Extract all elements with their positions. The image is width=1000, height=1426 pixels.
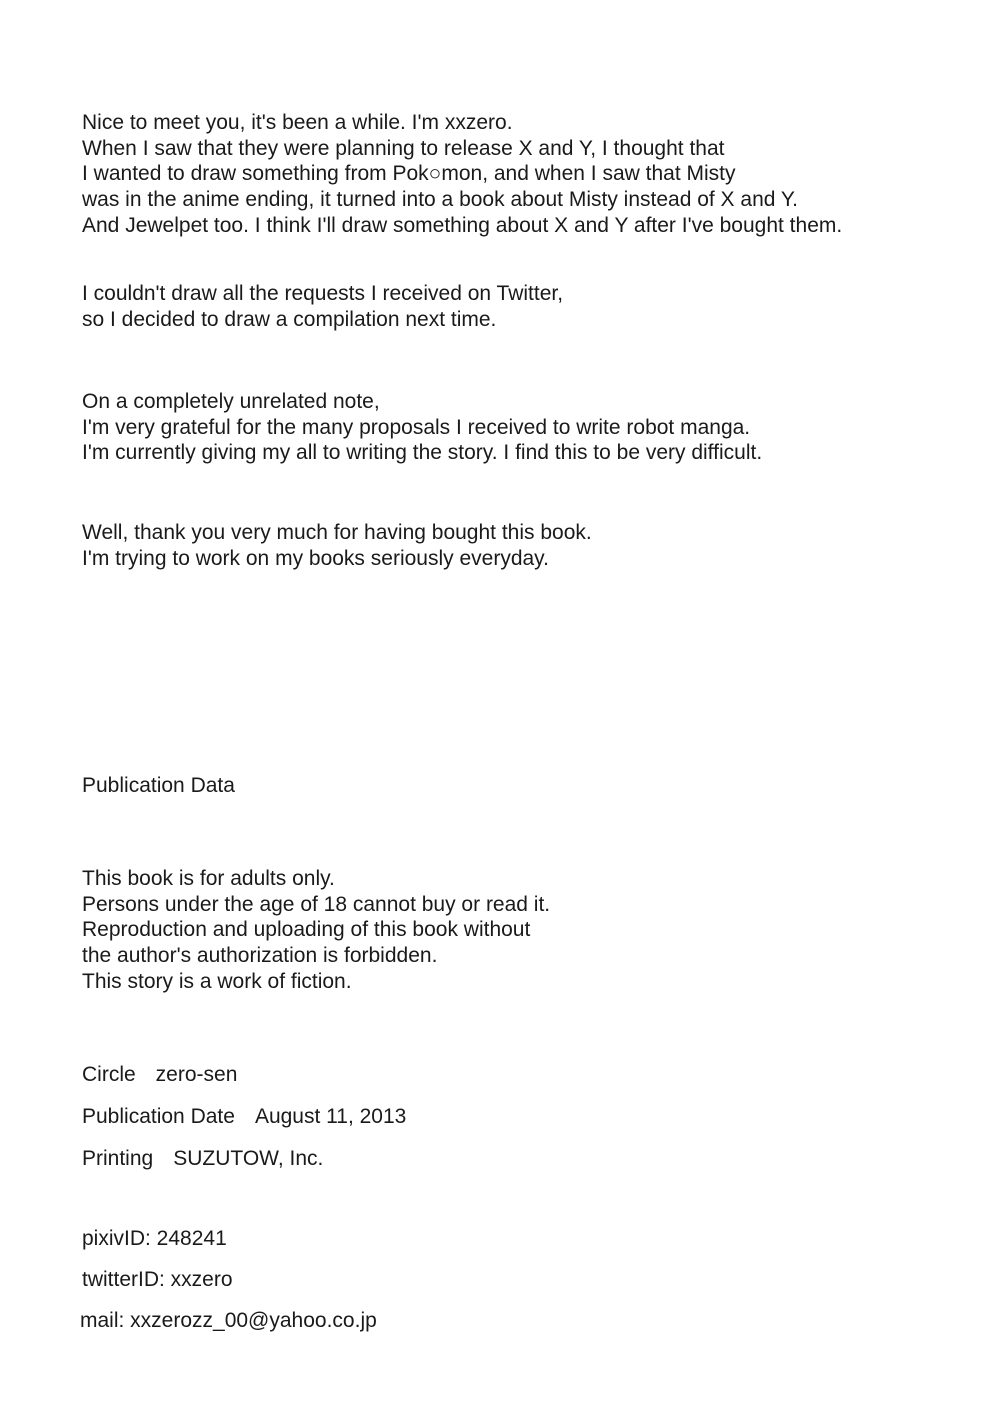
- publication-date-label: Publication Date: [82, 1105, 235, 1128]
- afterword-paragraph-2: [82, 281, 563, 332]
- pixiv-id: pixivID: 248241: [82, 1227, 227, 1250]
- afterword-paragraph-3: [82, 389, 762, 466]
- circle-row: [82, 1062, 237, 1088]
- printing-label: Printing: [82, 1147, 154, 1170]
- circle-label: Circle: [82, 1063, 136, 1086]
- text-line: was in the anime ending, it turned into a book about Misty instead of X and Y.: [82, 188, 799, 212]
- text-line: This book is for adults only.: [82, 867, 335, 890]
- text-line: When I saw that they were planning to release X and Y, I thought that: [82, 136, 725, 160]
- publication-notice: [82, 866, 550, 995]
- text-line: Reproduction and uploading of this book without: [82, 918, 531, 942]
- text-line: so I decided to draw a compilation next time.: [82, 307, 497, 331]
- circle-value: zero-sen: [155, 1063, 238, 1086]
- text-line: I'm trying to work on my books seriously everyday.: [82, 546, 549, 570]
- text-line: This story is a work of fiction.: [82, 969, 352, 993]
- text-line: I'm very grateful for the many proposals I received to write robot manga.: [82, 415, 751, 439]
- text-line: Persons under the age of 18 cannot buy or read it.: [82, 892, 551, 916]
- mail-address: mail: xxzerozz_00@yahoo.co.jp: [80, 1309, 377, 1332]
- printing-value: SUZUTOW, Inc.: [173, 1147, 324, 1170]
- text-line: And Jewelpet too. I think I'll draw something about X and Y after I've bought them.: [82, 213, 843, 237]
- text-line: Well, thank you very much for having bought this book.: [82, 521, 592, 544]
- twitter-id: twitterID: xxzero: [82, 1268, 233, 1291]
- afterword-paragraph-4: [82, 520, 592, 571]
- text-line: I couldn't draw all the requests I received on Twitter,: [82, 282, 564, 305]
- text-line: On a completely unrelated note,: [82, 390, 380, 413]
- text-line: the author's authorization is forbidden.: [82, 944, 438, 968]
- publication-date-value: August 11, 2013: [254, 1105, 407, 1128]
- publication-date-row: [82, 1104, 406, 1130]
- text-line: Nice to meet you, it's been a while. I'm xxzero.: [82, 111, 513, 134]
- text-line: I'm currently giving my all to writing the story. I find this to be very difficult.: [82, 441, 763, 465]
- text-line: I wanted to draw something from Pok○mon, and when I saw that Misty: [82, 162, 736, 186]
- publication-data-heading: Publication Data: [82, 774, 235, 797]
- printing-row: [82, 1146, 323, 1172]
- afterword-paragraph-1: [82, 110, 842, 239]
